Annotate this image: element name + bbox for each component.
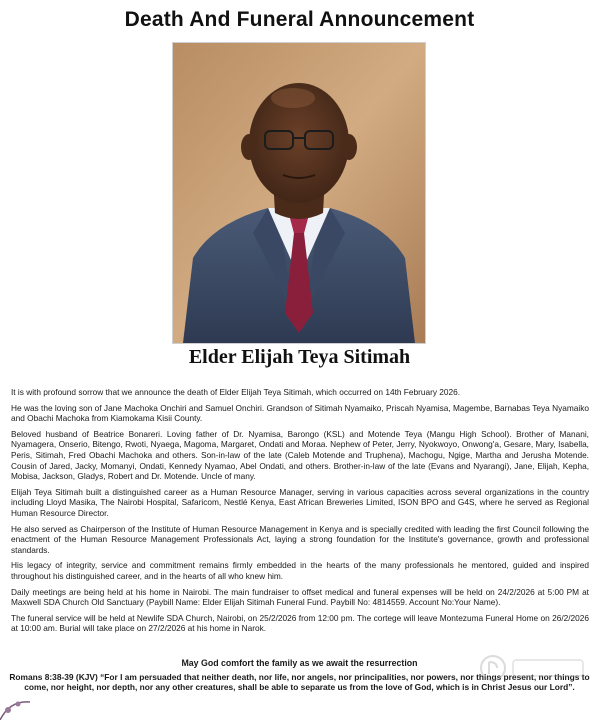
deceased-name: Elder Elijah Teya Sitimah <box>188 346 411 368</box>
paragraph-legacy: His legacy of integrity, service and commitment remains firmly embedded in the hearts of the many professionals he mentored, guided and inspired throughout his distinguished career, and in the hearts of all who knew him. <box>11 560 589 581</box>
paragraph-family: Beloved husband of Beatrice Bonareri. Loving father of Dr. Nyamisa, Barongo (KSL) and Motende Teya (Mangu High School). Brother of Manani, Nyamagera, Onserio, Bitengo, Rwoti, Nyaega, Magoma, Margaret, Ondati and Moraa. Nephew of Peter, Jerry, Nyokwoyo, Onwong'a, Gesare, Mary, Isabella, Peris, Sitimah, Fred Obachi Machoka and others. Son-in-law of the late (Caleb Motende and Truphena), Machogu, Ngige, Martha and Jerusha Motende. Cousin of Jared, Jacky, Momanyi, Ondati, Kennedy Nyamao, Abel Ondati, and others. Brother-in-law of the late (Evans and Nyarangi), Jane, Elijah, Kepha, Mobisa, Jackson, Gladys, Robert and Dr. Motende. Uncle of many. <box>11 428 589 482</box>
portrait-photo <box>172 42 426 344</box>
portrait-icon <box>173 43 425 343</box>
paragraph-chairperson: He also served as Chairperson of the Institute of Human Resource Management in Kenya and is specially credited with leading the first Council following the enactment of the Human Resource Management Professionals Act, laying a strong foundation for the Institute's governance, growth and professional standards. <box>11 523 589 555</box>
comfort-line: May God comfort the family as we await the resurrection <box>181 658 418 668</box>
floral-decoration-icon <box>0 690 40 720</box>
watermark-icon <box>475 648 595 688</box>
page-title: Death And Funeral Announcement <box>124 8 475 31</box>
paragraph-meetings: Daily meetings are being held at his home in Nairobi. The main fundraiser to offset medical and funeral expenses will be held on 24/2/2026 at 5:00 PM at Maxwell SDA Church Old Sanctuary (Paybill Name: Elder Elijah Sitimah Funeral Fund. Paybill No: 4814559. Account No:Your Name). <box>11 586 589 608</box>
paragraph-career: Elijah Teya Sitimah built a distinguished career as a Human Resource Manager, serving in various capacities across several organizations in the country including Lloyd Masika, The Nairobi Hospital, Safaricom, Nestlé Kenya, East African Breweries Limited, ISON BPO and G4S, where he served as Regional Human Resource Director. <box>11 486 589 518</box>
paragraph-funeral-service: The funeral service will be held at Newlife SDA Church, Nairobi, on 25/2/2026 from 12:00 pm. The cortege will leave Montezuma Funeral Home on 26/2/2026 at 10:00 am. Burial will take place on 27/2/2026 at his home in Narok. <box>11 612 589 634</box>
verse-text: “For I am persuaded that neither death, nor life, nor angels, nor principalities, nor powers, nor things present, nor things to come, nor height, nor depth, nor any other creatures, shall be able to separate us from the love of God, which is in Christ Jesus our Lord”. <box>24 671 590 693</box>
verse-reference: Romans 8:38-39 (KJV) <box>9 671 98 682</box>
paragraph-parents: He was the loving son of Jane Machoka Onchiri and Samuel Onchiri. Grandson of Sitimah Nyamaiko, Priscah Nyamisa, Magembe, Barnabas Teya Nyamaiko and Obachi Machoka from Kiamokama Kisii County. <box>11 402 589 424</box>
announcement-body <box>11 387 589 639</box>
paragraph-death-notice: It is with profound sorrow that we announce the death of Elder Elijah Teya Sitimah, which occurred on 14th February 2026. <box>11 387 461 397</box>
